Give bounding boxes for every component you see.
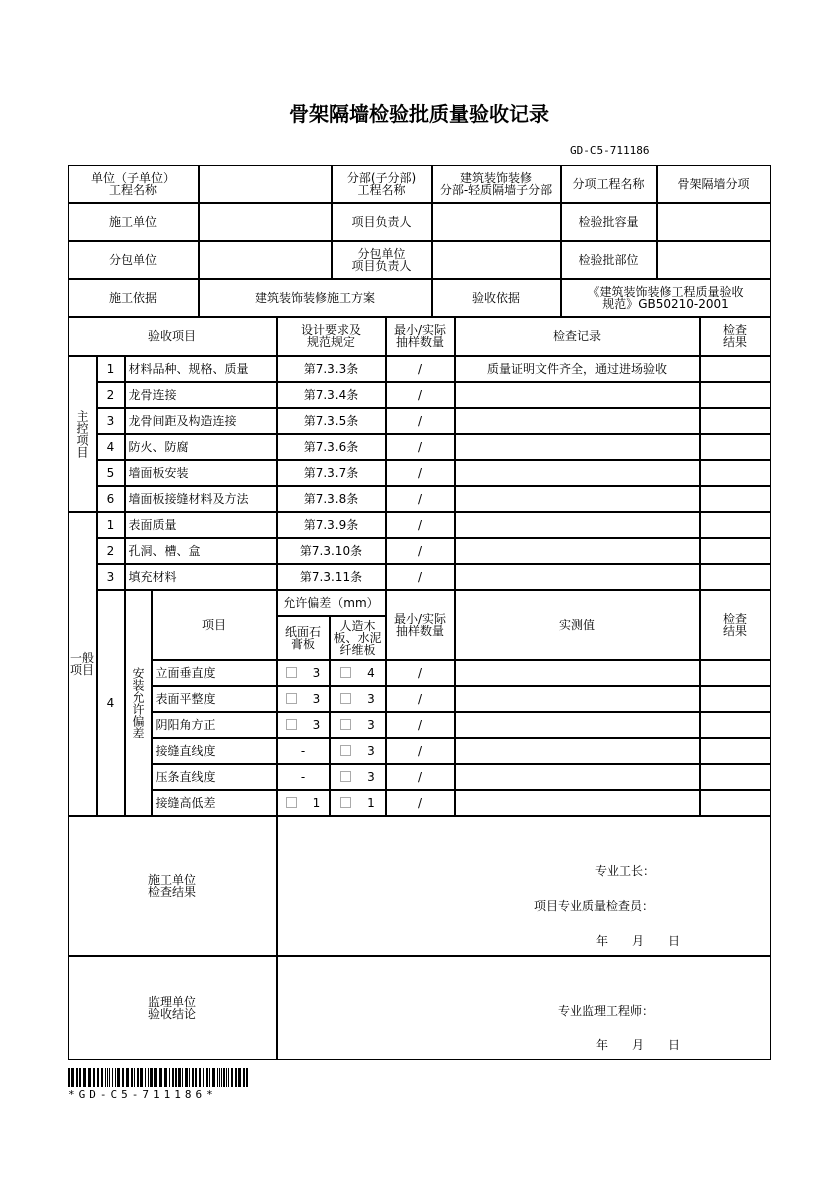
tolerance-sample[interactable]: / [386,738,455,764]
item-record[interactable] [455,512,700,538]
item-clause: 第7.3.9条 [277,512,386,538]
contractor-check-area[interactable] [277,816,771,956]
barcode-bar [185,1068,188,1087]
item-result[interactable] [700,564,771,590]
barcode-bar [228,1068,229,1087]
tolerance-value-cell [277,764,330,790]
form-code: GD-C5-711186 [570,144,650,157]
item-no: 2 [97,382,125,408]
contractor-value[interactable] [199,203,332,241]
tolerance-result-header: 检查 结果 [700,590,771,660]
item-name: 材料品种、规格、质量 [125,356,277,382]
checkbox[interactable] [340,693,351,704]
barcode-bar [212,1068,215,1087]
tolerance-value: 3 [367,691,375,706]
header-result: 检查 结果 [700,317,771,356]
tolerance-sample[interactable]: / [386,686,455,712]
barcode-bar [238,1068,241,1087]
item-clause: 第7.3.7条 [277,460,386,486]
item-result[interactable] [700,486,771,512]
item-no: 3 [97,408,125,434]
barcode-bar [79,1068,81,1087]
tolerance-allow-header: 允许偏差（mm） [277,590,386,616]
sub-pm-value[interactable] [432,241,561,279]
item-sample[interactable]: / [386,408,455,434]
accept-basis-value[interactable]: 《建筑装饰装修工程质量验收 规范》GB50210-2001 [561,279,771,317]
item-sample[interactable]: / [386,538,455,564]
barcode-bar [68,1068,70,1087]
item-sample[interactable]: / [386,434,455,460]
item-no: 4 [97,434,125,460]
barcode-bar [169,1068,170,1087]
tolerance-result[interactable] [700,686,771,712]
tolerance-item-name: 表面平整度 [152,686,277,712]
checkbox[interactable] [340,667,351,678]
item-value[interactable]: 骨架隔墙分项 [657,165,771,203]
tolerance-item-name: 立面垂直度 [152,660,277,686]
header-design: 设计要求及 规范规定 [277,317,386,356]
barcode-bar [192,1068,194,1087]
supervisor-date: 年 月 日 [596,1038,681,1052]
barcode-bar [83,1068,86,1087]
item-sample[interactable]: / [386,486,455,512]
barcode-bar [172,1068,174,1087]
item-no: 1 [97,512,125,538]
tolerance-value: 3 [367,769,375,784]
barcode-bar [115,1068,116,1087]
item-clause: 第7.3.5条 [277,408,386,434]
checkbox[interactable] [340,797,351,808]
item-result[interactable] [700,356,771,382]
checkbox[interactable] [340,745,351,756]
tolerance-measured[interactable] [455,738,700,764]
sub-pm-label: 分包单位 项目负责人 [332,241,432,279]
tolerance-measured[interactable] [455,790,700,816]
item-name: 墙面板接缝材料及方法 [125,486,277,512]
barcode-bar [154,1068,157,1087]
item-sample[interactable]: / [386,382,455,408]
item-result[interactable] [700,512,771,538]
tolerance-col2: 人造木 板、水泥 纤维板 [330,616,386,660]
barcode-bar [235,1068,237,1087]
tolerance-sample-header: 最小/实际 抽样数量 [386,590,455,660]
tolerance-item-name: 阴阳角方正 [152,712,277,738]
tolerance-sample[interactable]: / [386,790,455,816]
accept-basis-label: 验收依据 [432,279,561,317]
tolerance-item-name: 压条直线度 [152,764,277,790]
item-name: 填充材料 [125,564,277,590]
barcode-bar [71,1068,74,1087]
inspector-label: 项目专业质量检查员： [534,899,655,913]
location-value[interactable] [657,241,771,279]
barcode-bar [109,1068,110,1087]
foreman-label: 专业工长： [595,864,656,878]
tolerance-value-cell [277,686,330,712]
tolerance-measured[interactable] [455,764,700,790]
barcode-bar [175,1068,177,1087]
barcode-bar [206,1068,208,1087]
item-no: 3 [97,564,125,590]
item-result[interactable] [700,538,771,564]
barcode-bar [76,1068,78,1087]
basis-value[interactable]: 建筑装饰装修施工方案 [199,279,432,317]
barcode-bar [203,1068,204,1087]
tolerance-measured[interactable] [455,660,700,686]
tolerance-result[interactable] [700,660,771,686]
barcode-bar [93,1068,95,1087]
item-record[interactable] [455,486,700,512]
header-record: 检查记录 [455,317,700,356]
tolerance-sample[interactable]: / [386,712,455,738]
item-sample[interactable]: / [386,356,455,382]
tolerance-value-cell [330,686,386,712]
tolerance-value: 3 [312,717,321,732]
tolerance-value: 3 [367,717,375,732]
item-clause: 第7.3.10条 [277,538,386,564]
item-record[interactable] [455,382,700,408]
barcode-bar [231,1068,233,1087]
tolerance-value: 3 [367,743,375,758]
tolerance-sample[interactable]: / [386,660,455,686]
item-name: 防火、防腐 [125,434,277,460]
barcode-bar [195,1068,197,1087]
barcode [68,1068,250,1087]
item-record[interactable]: 质量证明文件齐全，通过进场验收 [455,356,700,382]
barcode-bar [182,1068,183,1087]
item-name: 孔洞、槽、盒 [125,538,277,564]
tolerance-item-name: 接缝直线度 [152,738,277,764]
tolerance-value-cell [330,660,386,686]
barcode-bar [112,1068,113,1087]
barcode-bar [117,1068,120,1087]
item-name: 龙骨连接 [125,382,277,408]
barcode-bar [217,1068,218,1087]
item-sample[interactable]: / [386,564,455,590]
tolerance-value: 1 [367,795,375,810]
contractor-label: 施工单位 [68,203,199,241]
tolerance-result[interactable] [700,790,771,816]
pm-label: 项目负责人 [332,203,432,241]
unit-value[interactable] [199,165,332,203]
barcode-bar [148,1068,149,1087]
barcode-bar [105,1068,106,1087]
tolerance-result[interactable] [700,764,771,790]
item-record[interactable] [455,538,700,564]
capacity-value[interactable] [657,203,771,241]
basis-label: 施工依据 [68,279,199,317]
barcode-bar [107,1068,108,1087]
header-sample: 最小/实际 抽样数量 [386,317,455,356]
barcode-bar [189,1068,190,1087]
main-group-label: 主控项目 [68,356,97,512]
item-no: 5 [97,460,125,486]
barcode-bar [134,1068,135,1087]
location-label: 检验批部位 [561,241,657,279]
tolerance-value-cell [277,738,330,764]
tolerance-value: 1 [312,795,321,810]
item-clause: 第7.3.3条 [277,356,386,382]
tolerance-sample[interactable]: / [386,764,455,790]
checkbox[interactable] [286,719,297,730]
checkbox[interactable] [340,771,351,782]
tolerance-label: 安装允许偏差 [125,590,152,816]
contractor-check-label: 施工单位 检查结果 [68,816,277,956]
item-clause: 第7.3.6条 [277,434,386,460]
item-result[interactable] [700,408,771,434]
barcode-bar [122,1068,124,1087]
item-record[interactable] [455,408,700,434]
supervisor-check-area[interactable] [277,956,771,1060]
barcode-bar [88,1068,91,1087]
tolerance-value-cell [330,712,386,738]
tolerance-value-cell [330,738,386,764]
header-item: 验收项目 [68,317,277,356]
tolerance-value: 4 [367,665,375,680]
unit-label: 单位（子单位） 工程名称 [68,165,199,203]
barcode-bar [159,1068,162,1087]
supervisor-check-label: 监理单位 验收结论 [68,956,277,1060]
tolerance-measured[interactable] [455,686,700,712]
item-sample[interactable]: / [386,512,455,538]
item-no: 2 [97,538,125,564]
barcode-bar [199,1068,201,1087]
tolerance-item-header: 项目 [152,590,277,660]
barcode-bar [137,1068,139,1087]
tolerance-value: - [300,769,306,784]
sub-value[interactable]: 建筑装饰装修 分部-轻质隔墙子分部 [432,165,561,203]
checkbox[interactable] [340,719,351,730]
item-clause: 第7.3.4条 [277,382,386,408]
tolerance-value-cell [277,790,330,816]
barcode-bar [131,1068,133,1087]
barcode-bar [223,1068,225,1087]
tolerance-item-name: 接缝高低差 [152,790,277,816]
item-result[interactable] [700,460,771,486]
barcode-bar [226,1068,227,1087]
item-record[interactable] [455,434,700,460]
barcode-bar [126,1068,129,1087]
tolerance-result[interactable] [700,712,771,738]
item-clause: 第7.3.8条 [277,486,386,512]
barcode-bar [243,1068,245,1087]
item-record[interactable] [455,460,700,486]
item-no: 1 [97,356,125,382]
item-name: 墙面板安装 [125,460,277,486]
barcode-bar [219,1068,220,1087]
general-group-label: 一般 项目 [68,512,97,816]
item-record[interactable] [455,564,700,590]
barcode-bar [101,1068,103,1087]
barcode-bar [145,1068,146,1087]
barcode-bar [221,1068,222,1087]
barcode-bar [209,1068,210,1087]
checkbox[interactable] [286,693,297,704]
item-clause: 第7.3.11条 [277,564,386,590]
contractor-date: 年 月 日 [596,934,681,948]
tolerance-measured[interactable] [455,712,700,738]
pm-value[interactable] [432,203,561,241]
subcontractor-label: 分包单位 [68,241,199,279]
tolerance-value: 3 [312,691,321,706]
item-name: 表面质量 [125,512,277,538]
item-result[interactable] [700,434,771,460]
tolerance-result[interactable] [700,738,771,764]
item-sample[interactable]: / [386,460,455,486]
tolerance-no: 4 [97,590,125,816]
engineer-label: 专业监理工程师： [558,1004,655,1018]
checkbox[interactable] [286,667,297,678]
barcode-bar [150,1068,153,1087]
sub-label: 分部(子分部) 工程名称 [332,165,432,203]
subcontractor-value[interactable] [199,241,332,279]
item-name: 龙骨间距及构造连接 [125,408,277,434]
item-result[interactable] [700,382,771,408]
tolerance-value-cell [330,764,386,790]
barcode-bar [164,1068,167,1087]
tolerance-col1: 纸面石 膏板 [277,616,330,660]
tolerance-measured-header: 实测值 [455,590,700,660]
capacity-label: 检验批容量 [561,203,657,241]
barcode-bar [178,1068,181,1087]
page-title: 骨架隔墙检验批质量验收记录 [289,102,549,126]
item-label: 分项工程名称 [561,165,657,203]
barcode-bar [97,1068,99,1087]
barcode-bar [140,1068,143,1087]
barcode-bar [246,1068,248,1087]
tolerance-value-cell [330,790,386,816]
tolerance-value: - [300,743,306,758]
item-no: 6 [97,486,125,512]
tolerance-value: 3 [312,665,321,680]
tolerance-value-cell [277,660,330,686]
barcode-text: *GD-C5-711186* [68,1088,217,1101]
tolerance-value-cell [277,712,330,738]
checkbox[interactable] [286,797,297,808]
